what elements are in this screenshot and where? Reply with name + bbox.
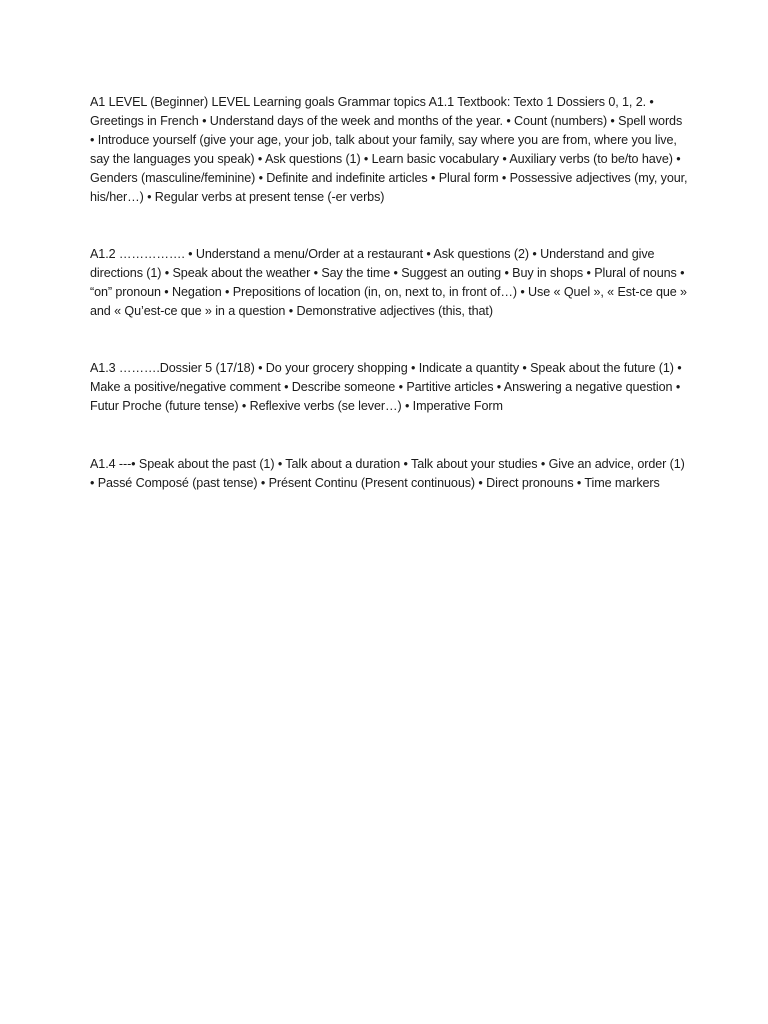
paragraph-a1-1: A1 LEVEL (Beginner) LEVEL Learning goals Grammar topics A1.1 Textbook: Texto 1 Dossiers 0, 1, 2. • Greetings in French • Understand days of the week and months of the year. • Count (numbers) • Spell words • Introduce yourself (give your age, your job, talk about your family, say where you are from, where you live, say the languages you speak) • Ask questions (1) • Learn basic vocabulary • Auxiliary verbs (to be/to have) • Genders (masculine/feminine) • Definite and indefinite articles • Plural form • Possessive adjectives (my, your, his/her…) • Regular verbs at present tense (-er verbs) xyxy=(90,95,688,204)
paragraph-a1-4: A1.4 ---• Speak about the past (1) • Talk about a duration • Talk about your studies • Give an advice, order (1) • Passé Composé (past tense) • Présent Continu (Present continuous) • Direct pronouns • Time markers xyxy=(90,457,685,490)
paragraph-a1-3: A1.3 ……….Dossier 5 (17/18) • Do your grocery shopping • Indicate a quantity • Speak about the future (1) • Make a positive/negative comment • Describe someone • Partitive articles • Answering a negative question • Futur Proche (future tense) • Reflexive verbs (se lever…) • Imperative Form xyxy=(90,361,682,413)
paragraph-a1-2: A1.2 ……………. • Understand a menu/Order at a restaurant • Ask questions (2) • Understand and give directions (1) • Speak about the weather • Say the time • Suggest an outing • Buy in shops • Plural of nouns • “on” pronoun • Negation • Prepositions of location (in, on, next to, in front of…) • Use « Quel », « Est-ce que » and « Qu’est-ce que » in a question • Demonstrative adjectives (this, that) xyxy=(90,247,687,318)
